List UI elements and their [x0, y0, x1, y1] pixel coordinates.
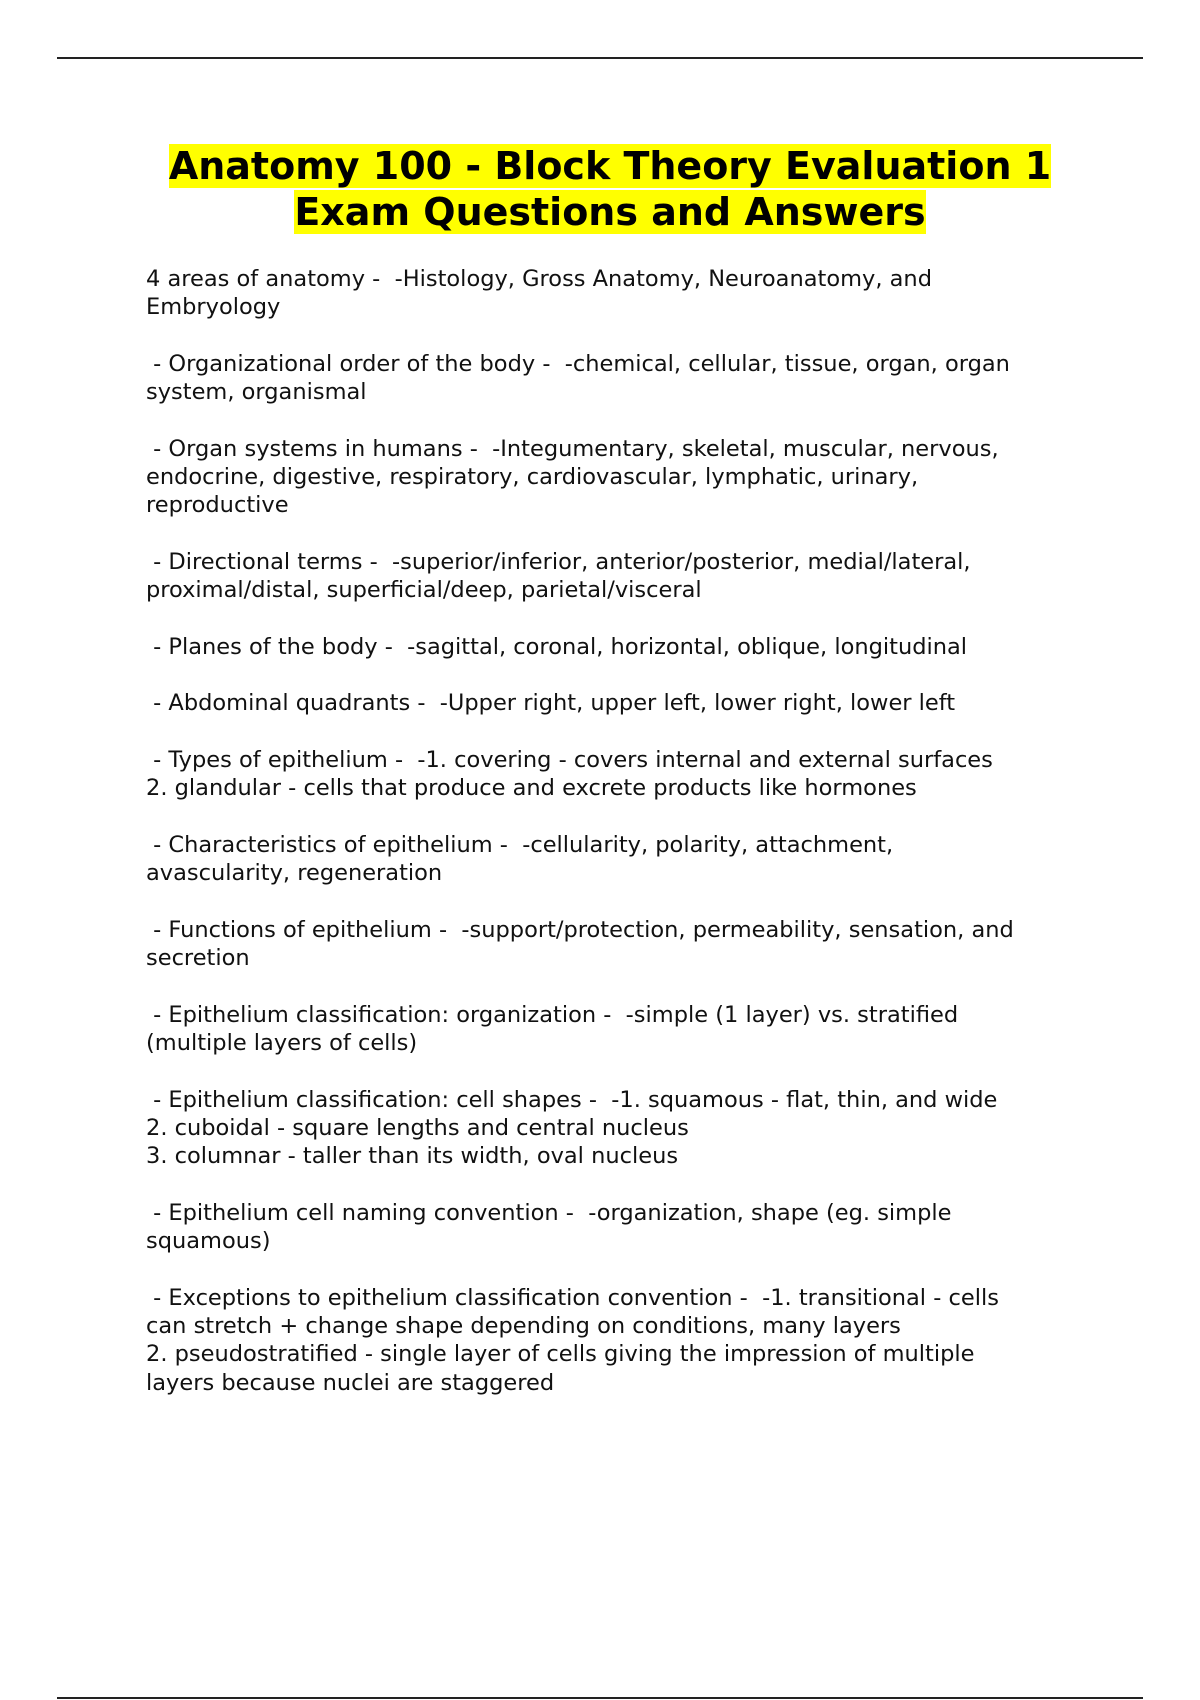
- qa-entry: - Epithelium cell naming convention - -organization, shape (eg. simple squamous): [146, 1199, 952, 1255]
- qa-entry: - Exceptions to epithelium classification convention - -1. transitional - cells can stretch + change shape depending on conditions, many layers 2. pseudostratified - single layer of cells giving the impression of multiple layers because nuclei are staggered: [146, 1284, 999, 1396]
- title-line-2: Exam Questions and Answers: [294, 190, 926, 234]
- document-title: [140, 143, 1080, 235]
- qa-entry: - Functions of epithelium - -support/protection, permeability, sensation, and secretion: [146, 916, 1014, 972]
- qa-entry: - Abdominal quadrants - -Upper right, upper left, lower right, lower left: [146, 690, 956, 717]
- qa-entry: - Characteristics of epithelium - -cellularity, polarity, attachment, avascularity, regeneration: [146, 831, 894, 887]
- qa-entry: 4 areas of anatomy - -Histology, Gross Anatomy, Neuroanatomy, and Embryology: [146, 266, 932, 321]
- title-heading: [140, 143, 1080, 235]
- qa-entry: - Organ systems in humans - -Integumentary, skeletal, muscular, nervous, endocrine, digestive, respiratory, cardiovascular, lymphatic, urinary, reproductive: [146, 435, 999, 519]
- qa-entry: - Epithelium classification: cell shapes - -1. squamous - flat, thin, and wide 2. cuboidal - square lengths and central nucleus 3. columnar - taller than its width, oval nucleus: [146, 1086, 998, 1170]
- qa-entry: - Planes of the body - -sagittal, coronal, horizontal, oblique, longitudinal: [146, 633, 968, 660]
- top-divider: [57, 57, 1143, 59]
- title-line-1: Anatomy 100 - Block Theory Evaluation 1: [168, 144, 1052, 188]
- qa-entry: - Organizational order of the body - -chemical, cellular, tissue, organ, organ system, organismal: [146, 350, 1010, 406]
- qa-entry: - Directional terms - -superior/inferior, anterior/posterior, medial/lateral, proximal/distal, superficial/deep, parietal/visceral: [146, 548, 971, 604]
- qa-entry: - Types of epithelium - -1. covering - covers internal and external surfaces 2. glandular - cells that produce and excrete products like hormones: [146, 747, 993, 802]
- qa-list: [146, 265, 1086, 1425]
- qa-entry: - Epithelium classification: organization - -simple (1 layer) vs. stratified (multiple layers of cells): [146, 1001, 959, 1057]
- bottom-divider: [57, 1697, 1143, 1699]
